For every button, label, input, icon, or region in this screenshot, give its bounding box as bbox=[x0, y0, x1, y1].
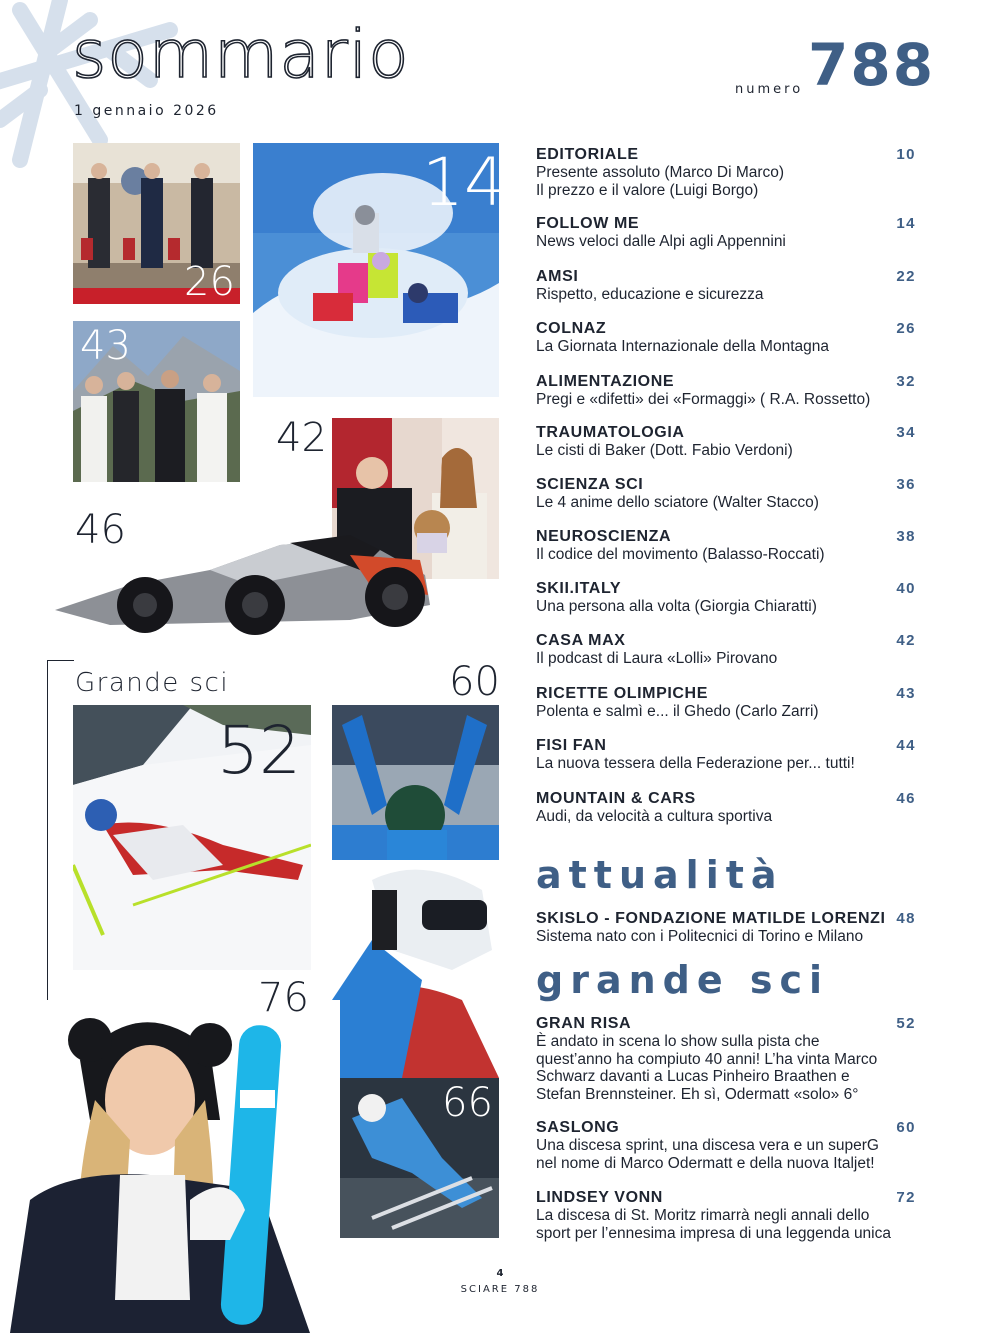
page-title: sommario bbox=[72, 16, 410, 93]
photo-number-42: 42 bbox=[276, 415, 327, 461]
toc-entry-desc: Una persona alla volta (Giorgia Chiaratti) bbox=[536, 598, 817, 615]
toc-entry-page: 26 bbox=[896, 320, 916, 337]
toc-entry-title: SKII.ITALY bbox=[536, 580, 622, 597]
toc-entry-page: 36 bbox=[896, 476, 916, 493]
toc-entry-desc: È andato in scena lo show sulla pista che quest’anno ha compiuto 40 anni! L’ha vinta Marco Schwarz davanti a Lucas Pinheiro Braathen e Stefan Brennsteiner. Eh sì, Odermatt «solo» 6° bbox=[536, 1033, 878, 1103]
toc-entry-desc: Presente assoluto (Marco Di Marco) Il prezzo e il valore (Luigi Borgo) bbox=[536, 164, 785, 199]
toc-entry-desc: Rispetto, educazione e sicurezza bbox=[536, 286, 764, 303]
toc-entry-page: 52 bbox=[896, 1015, 916, 1032]
toc-entry-desc: Le cisti di Baker (Dott. Fabio Verdoni) bbox=[536, 442, 793, 459]
photo-number-43: 43 bbox=[80, 323, 131, 369]
photo-racer-helmet[interactable] bbox=[332, 860, 499, 1078]
section-heading-grande-sci: grande sci bbox=[536, 958, 830, 1002]
toc-entry-desc: Una discesa sprint, una discesa vera e un superG nel nome di Marco Odermatt e della nuova Italjet! bbox=[536, 1137, 879, 1172]
toc-entry-fisi-fan[interactable] bbox=[536, 737, 916, 773]
toc-entry-ricette-olimpiche[interactable] bbox=[536, 685, 916, 721]
toc-entry-page: 60 bbox=[896, 1119, 916, 1136]
toc-entry-colnaz[interactable] bbox=[536, 320, 916, 356]
toc-entry-desc: La nuova tessera della Federazione per... tutti! bbox=[536, 755, 855, 772]
toc-entry-desc: Sistema nato con i Politecnici di Torino e Milano bbox=[536, 928, 864, 945]
toc-entry-skii-italy[interactable] bbox=[536, 580, 916, 616]
footer-magazine: SCIARE 788 bbox=[460, 1284, 540, 1295]
photo-number-60: 60 bbox=[449, 659, 500, 705]
toc-entry-editoriale[interactable] bbox=[536, 146, 916, 199]
toc-entry-title: ALIMENTAZIONE bbox=[536, 373, 675, 390]
toc-entry-follow-me[interactable] bbox=[536, 215, 916, 251]
photo-number-26: 26 bbox=[184, 259, 235, 305]
toc-entry-page: 40 bbox=[896, 580, 916, 597]
photo-number-66: 66 bbox=[442, 1080, 493, 1126]
photo-number-52: 52 bbox=[217, 712, 301, 789]
toc-entry-title: NEUROSCIENZA bbox=[536, 528, 672, 545]
toc-entry-page: 22 bbox=[896, 268, 916, 285]
toc-entry-page: 14 bbox=[896, 215, 916, 232]
toc-entry-scienza-sci[interactable] bbox=[536, 476, 916, 512]
toc-entry-title: COLNAZ bbox=[536, 320, 607, 337]
toc-entry-gran-risa[interactable] bbox=[536, 1015, 916, 1103]
toc-entry-neuroscienza[interactable] bbox=[536, 528, 916, 564]
toc-entry-alimentazione[interactable] bbox=[536, 373, 916, 409]
toc-entry-page: 34 bbox=[896, 424, 916, 441]
toc-entry-page: 10 bbox=[896, 146, 916, 163]
toc-entry-page: 38 bbox=[896, 528, 916, 545]
photo-number-46: 46 bbox=[75, 507, 126, 553]
toc-entry-desc: La discesa di St. Moritz rimarrà negli annali dello sport per l’ennesima impresa di una leggenda unica bbox=[536, 1207, 891, 1242]
toc-entry-page: 42 bbox=[896, 632, 916, 649]
toc-entry-page: 48 bbox=[896, 910, 916, 927]
section-heading-attualita: attualità bbox=[536, 853, 784, 897]
toc-entry-page: 46 bbox=[896, 790, 916, 807]
issue-number: 788 bbox=[808, 31, 936, 99]
photo-number-14: 14 bbox=[422, 144, 506, 221]
toc-entry-title: RICETTE OLIMPICHE bbox=[536, 685, 708, 702]
toc-entry-lindsey-vonn[interactable] bbox=[536, 1189, 916, 1242]
photo-saslong-celebration[interactable] bbox=[332, 705, 499, 865]
toc-entry-amsi[interactable] bbox=[536, 268, 916, 304]
toc-entry-desc: News veloci dalle Alpi agli Appennini bbox=[536, 233, 786, 250]
toc-entry-page: 44 bbox=[896, 737, 916, 754]
photo-number-76: 76 bbox=[258, 975, 309, 1021]
toc-entry-page: 32 bbox=[896, 373, 916, 390]
section-label-grande-sci: Grande sci bbox=[75, 668, 230, 698]
toc-entry-desc: Il codice del movimento (Balasso-Roccati) bbox=[536, 546, 825, 563]
toc-entry-title: FOLLOW ME bbox=[536, 215, 640, 232]
toc-entry-traumatologia[interactable] bbox=[536, 424, 916, 460]
toc-entry-desc: Polenta e salmì e... il Ghedo (Carlo Zarri) bbox=[536, 703, 819, 720]
toc-entry-title: LINDSEY VONN bbox=[536, 1189, 663, 1206]
toc-entry-title: TRAUMATOLOGIA bbox=[536, 424, 685, 441]
toc-entry-title: MOUNTAIN & CARS bbox=[536, 790, 696, 807]
toc-entry-desc: Il podcast di Laura «Lolli» Pirovano bbox=[536, 650, 778, 667]
toc-entry-desc: La Giornata Internazionale della Montagna bbox=[536, 338, 829, 355]
footer-page-number: 4 bbox=[496, 1268, 504, 1279]
toc-entry-title: EDITORIALE bbox=[536, 146, 639, 163]
issue-date: 1 gennaio 2026 bbox=[74, 103, 219, 119]
issue-label: numero bbox=[735, 82, 804, 97]
toc-entry-casa-max[interactable] bbox=[536, 632, 916, 668]
toc-entry-desc: Le 4 anime dello sciatore (Walter Stacco) bbox=[536, 494, 819, 511]
toc-entry-skislo[interactable] bbox=[536, 910, 916, 946]
toc-entry-page: 43 bbox=[896, 685, 916, 702]
toc-entry-title: SASLONG bbox=[536, 1119, 620, 1136]
toc-entry-title: SCIENZA SCI bbox=[536, 476, 644, 493]
toc-entry-mountain-cars[interactable] bbox=[536, 790, 916, 826]
toc-entry-page: 72 bbox=[896, 1189, 916, 1206]
toc-entry-title: AMSI bbox=[536, 268, 579, 285]
toc-entry-title: GRAN RISA bbox=[536, 1015, 632, 1032]
toc-entry-saslong[interactable] bbox=[536, 1119, 916, 1172]
toc-entry-desc: Pregi e «difetti» dei «Formaggi» ( R.A. Rossetto) bbox=[536, 391, 871, 408]
toc-entry-title: SKISLO - FONDAZIONE MATILDE LORENZI bbox=[536, 910, 886, 927]
toc-entry-title: CASA MAX bbox=[536, 632, 626, 649]
toc-entry-title: FISI FAN bbox=[536, 737, 607, 754]
toc-entry-desc: Audi, da velocità a cultura sportiva bbox=[536, 808, 773, 825]
